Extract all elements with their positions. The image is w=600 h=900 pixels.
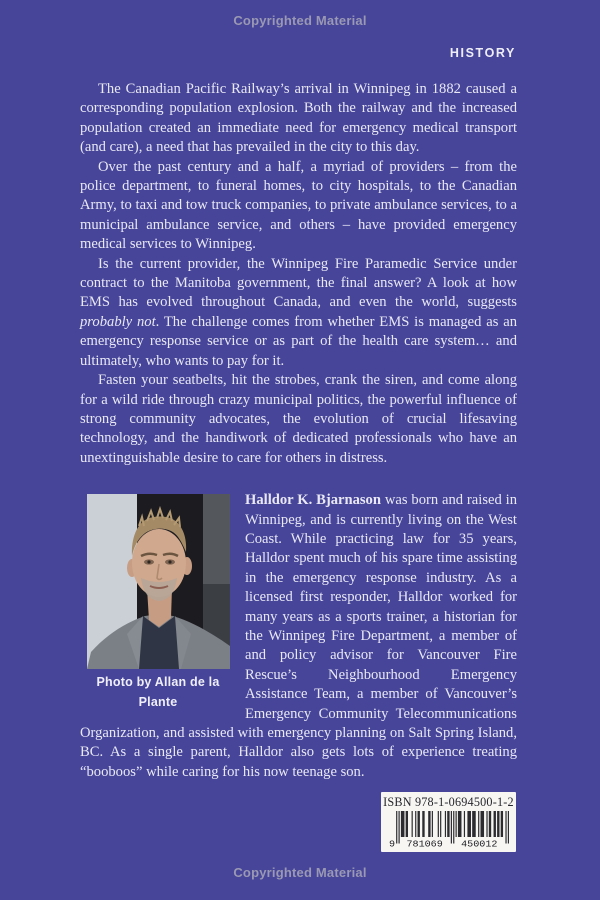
isbn-block xyxy=(381,792,516,852)
copyright-watermark-bottom: Copyrighted Material xyxy=(233,865,367,880)
author-bio-body: was born and raised in Winnipeg, and is currently living on the West Coast. While practicing law for 35 years, Halldor spent much of his spare time assisting in the emergency response industry. As a licensed first responder, Halldor worked for many years as a sports trainer, a historian for the Winnipeg Fire Department, a member of and policy advisor for Vancouver Fire Rescue’s Neighbourhood Emergency Assistance Team, a member of Vancouver’s Emergency Community Telecommunications Organization, and assisted with emergency planning on Salt Spring Island, BC. As a single parent, Halldor also gets lots of experience treating “booboos” while caring for his now teenage son. xyxy=(80,492,517,780)
author-photo-figure xyxy=(83,494,233,712)
author-bio-section xyxy=(80,491,517,782)
back-cover-text xyxy=(80,80,517,782)
synopsis-p3-italic: probably not xyxy=(80,313,156,330)
author-photo xyxy=(87,494,230,669)
synopsis-p3-post: . The challenge comes from whether EMS is managed as an emergency response service or as part of the health care system… and ultimately, who wants to pay for it. xyxy=(80,313,517,369)
copyright-watermark-top: Copyrighted Material xyxy=(233,13,367,28)
photo-credit: Photo by Allan de la Plante xyxy=(96,675,220,709)
genre-label: HISTORY xyxy=(449,46,516,60)
synopsis-paragraph-1: The Canadian Pacific Railway’s arrival in Winnipeg in 1882 caused a corresponding population explosion. Both the railway and the increased population created an immediate need for emergency medical transport (and care), a need that has prevailed in the city to this day. xyxy=(80,81,517,156)
synopsis-paragraph-3 xyxy=(80,255,517,371)
synopsis-p3-pre: Is the current provider, the Winnipeg Fire Paramedic Service under contract to the Manitoba government, the final answer? A look at how EMS has evolved throughout Canada, and even the world, suggests xyxy=(80,255,517,311)
isbn-barcode xyxy=(389,811,509,850)
synopsis-paragraph-4: Fasten your seatbelts, hit the strobes, crank the siren, and come along for a wild ride through crazy municipal politics, the powerful influence of strong community advocates, the evolution of crucial lifesaving technology, and the handiwork of dedicated professionals who have an unextinguishable desire to care for others in distress. xyxy=(80,372,517,466)
barcode-digits-group1: 781069 xyxy=(405,839,443,850)
barcode-digit-left: 9 xyxy=(388,839,395,850)
isbn-label: ISBN 978-1-0694500-1-2 xyxy=(383,795,514,809)
barcode-digits-group2: 450012 xyxy=(460,839,497,850)
synopsis-paragraph-2: Over the past century and a half, a myriad of providers – from the police department, to funeral homes, to city hospitals, to the Canadian Army, to taxi and tow truck companies, to private ambulance services, to a municipal ambulance service, and others – have provided emergency medical services to Winnipeg. xyxy=(80,158,517,253)
author-name: Halldor K. Bjarnason xyxy=(245,492,381,509)
